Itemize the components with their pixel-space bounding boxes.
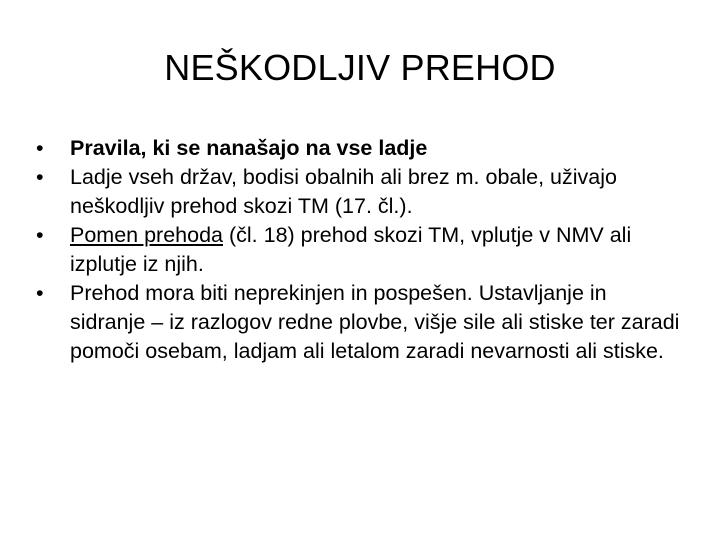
bullet-list (36, 134, 684, 366)
slide-title: NEŠKODLJIV PREHOD (164, 47, 556, 88)
bullet-text: (čl. 18) prehod skozi TM, vplutje v NMV ali izplutje iz njih. (70, 223, 632, 276)
bullet-icon: • (36, 165, 44, 189)
bullet-item-4 (36, 279, 684, 366)
bullet-lead-term: Pomen prehoda (70, 223, 223, 247)
bullet-icon: • (36, 281, 44, 305)
bullet-text: Prehod mora biti neprekinjen in pospešen. Ustavljanje in sidranje – iz razlogov redne plovbe, višje sile ali stiske ter zaradi pomoči osebam, ladjam ali letalom zaradi nevarnosti ali stiske. (70, 281, 680, 363)
bullet-icon: • (36, 136, 44, 160)
bullet-item-2 (36, 163, 684, 221)
bullet-text: Ladje vseh držav, bodisi obalnih ali brez m. obale, uživajo neškodljiv prehod skozi TM (17. čl.). (70, 165, 617, 218)
bullet-item-1 (36, 134, 684, 163)
bullet-item-3 (36, 221, 684, 279)
bullet-icon: • (36, 223, 44, 247)
bullet-text: Pravila, ki se nanašajo na vse ladje (70, 136, 428, 160)
